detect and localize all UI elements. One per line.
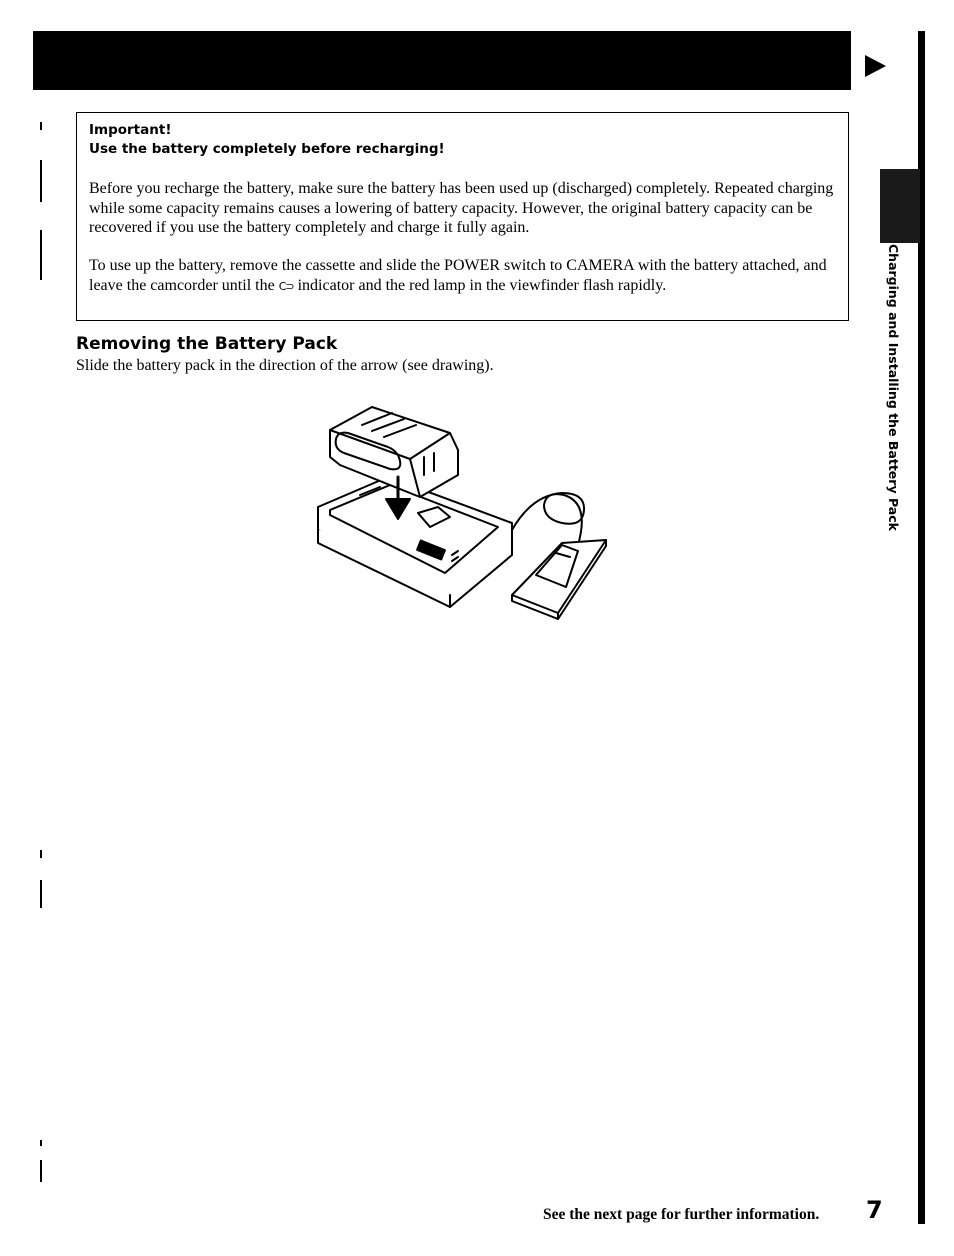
battery-charger-illustration xyxy=(300,395,620,625)
margin-mark xyxy=(40,122,42,130)
important-subtitle: Use the battery completely before recharging! xyxy=(89,141,445,157)
margin-mark xyxy=(40,1160,42,1182)
footer-note: See the next page for further information. xyxy=(543,1206,820,1223)
section-thumb-tab xyxy=(880,169,920,243)
page-number: 7 xyxy=(866,1196,883,1224)
margin-mark xyxy=(40,1140,42,1146)
side-tab-title: Charging and Installing the Battery Pack xyxy=(886,244,901,531)
charger-base xyxy=(318,477,512,607)
margin-mark xyxy=(40,160,42,202)
header-bar xyxy=(33,31,851,90)
margin-mark xyxy=(40,880,42,908)
important-notice-box xyxy=(76,112,849,321)
important-paragraph-1: Before you recharge the battery, make sure the battery has been used up (discharged) completely. Repeated charging while some capacity remains causes a lowering of battery capacity. However, the original battery capacity can be recovered if you use the battery completely and charge it fully again. xyxy=(89,180,834,236)
power-cord xyxy=(512,493,584,545)
important-title: Important! xyxy=(89,122,172,138)
battery-pack xyxy=(330,407,458,497)
section-body: Slide the battery pack in the direction of the arrow (see drawing). xyxy=(76,357,494,374)
important-paragraph-2-part2: indicator and the red lamp in the viewfinder flash rapidly. xyxy=(297,276,667,294)
battery-indicator-icon: C⊃ xyxy=(278,279,294,293)
margin-mark xyxy=(40,850,42,858)
ac-plug xyxy=(512,540,606,619)
next-page-arrow-icon xyxy=(865,55,886,77)
important-paragraph-2 xyxy=(89,256,837,296)
margin-mark xyxy=(40,230,42,280)
section-heading: Removing the Battery Pack xyxy=(76,334,338,354)
important-paragraph-2-part1: To use up the battery, remove the cassette and slide the POWER switch to CAMERA with the battery attached, and leave the camcorder until the xyxy=(89,257,827,294)
